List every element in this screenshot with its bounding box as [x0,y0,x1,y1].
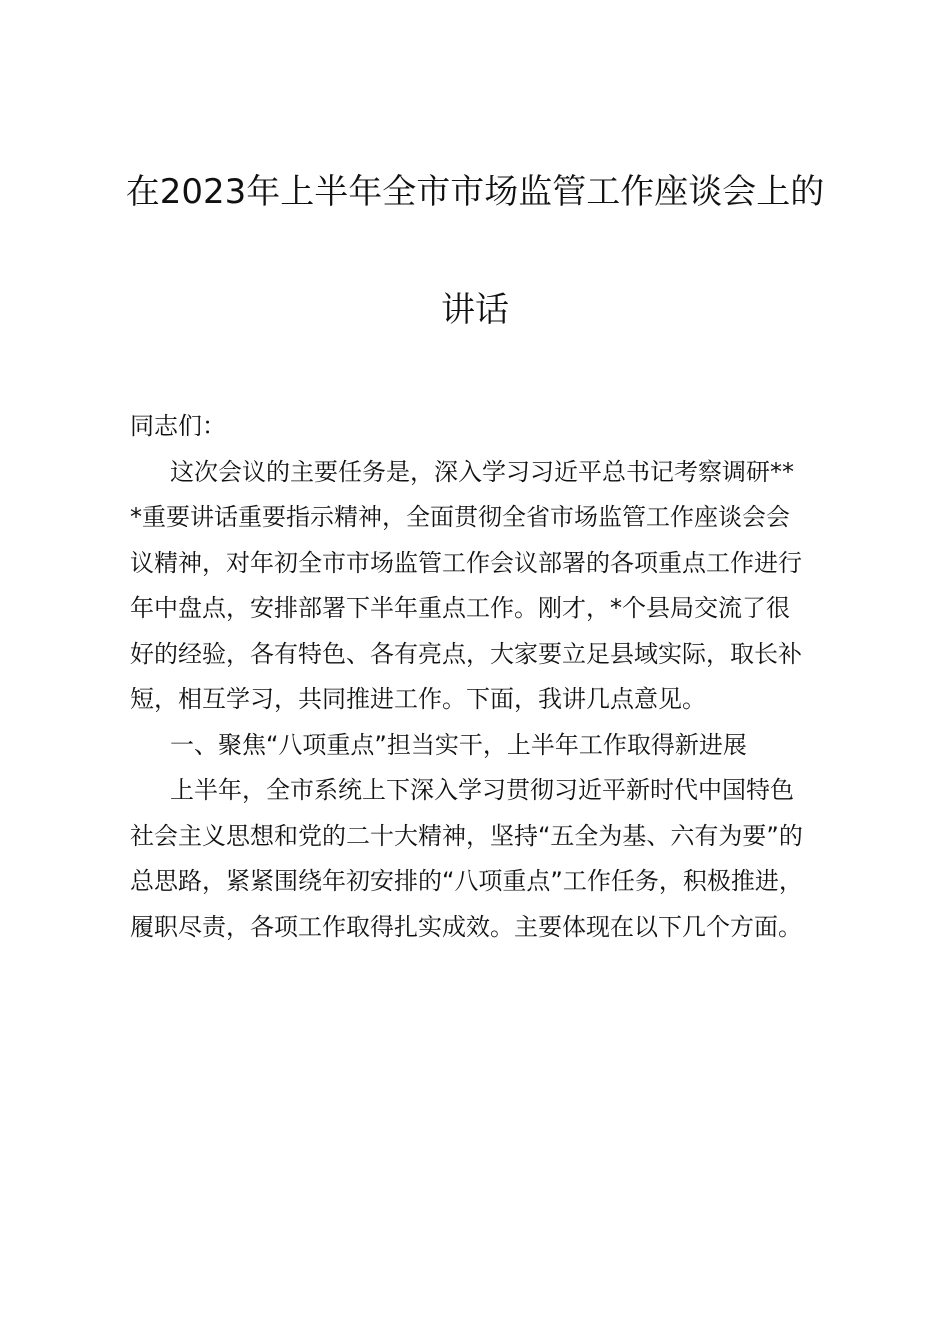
paragraph-line: 议精神，对年初全市市场监管工作会议部署的各项重点工作进行 [130,549,802,577]
paragraph-line: *重要讲话重要指示精神，全面贯彻全省市场监管工作座谈会会 [130,503,790,531]
paragraph-line: 社会主义思想和党的二十大精神，坚持“五全为基、六有为要”的 [130,822,803,850]
document-title-line-2: 讲话 [441,290,509,330]
paragraph-line: 履职尽责，各项工作取得扎实成效。主要体现在以下几个方面。 [130,913,802,941]
paragraph-line: 上半年，全市系统上下深入学习贯彻习近平新时代中国特色 [170,776,794,804]
document-title-line-1: 在2023年上半年全市市场监管工作座谈会上的 [125,172,825,212]
paragraph-line: 好的经验，各有特色、各有亮点，大家要立足县域实际，取长补 [130,640,802,668]
section-heading: 一、聚焦“八项重点”担当实干，上半年工作取得新进展 [170,731,747,759]
salutation: 同志们： [130,412,226,440]
paragraph-line: 年中盘点，安排部署下半年重点工作。刚才，*个县局交流了很 [130,594,790,622]
paragraph-line: 这次会议的主要任务是，深入学习习近平总书记考察调研** [170,458,794,486]
paragraph-line: 短，相互学习，共同推进工作。下面，我讲几点意见。 [130,685,706,713]
paragraph-line: 总思路，紧紧围绕年初安排的“八项重点”工作任务，积极推进， [130,867,803,895]
